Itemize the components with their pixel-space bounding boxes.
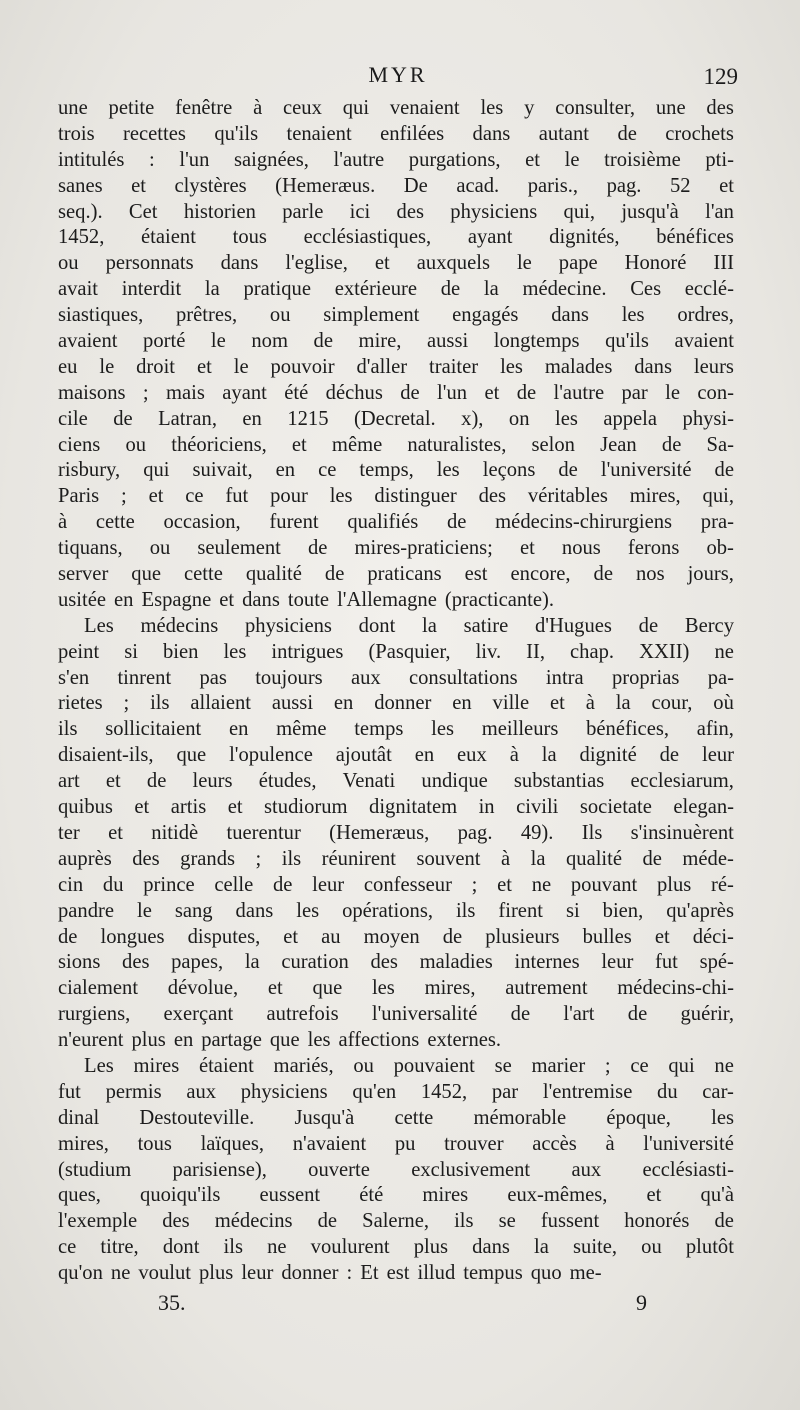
text-line: ils sollicitaient en même temps les meilleurs bénéfices, afin, <box>58 718 734 741</box>
page-number: 129 <box>703 64 738 89</box>
text-line: sions des papes, la curation des maladies internes leur fut spé- <box>58 951 734 974</box>
page-footer <box>58 1290 738 1320</box>
text-line: pandre le sang dans les opérations, ils firent si bien, qu'après <box>58 899 734 922</box>
text-line: rietes ; ils allaient aussi en donner en ville et à la cour, où <box>58 692 734 715</box>
text-line: rurgiens, exerçant autrefois l'universalité de l'art de guérir, <box>58 1003 734 1026</box>
text-line: quibus et artis et studiorum dignitatem in civili societate elegan- <box>58 796 734 819</box>
text-line: Les mires étaient mariés, ou pouvaient se marier ; ce qui ne <box>84 1054 734 1077</box>
text-line: cialement dévolue, et que les mires, autrement médecins-chi- <box>58 977 734 1000</box>
text-line: une petite fenêtre à ceux qui venaient les y consulter, une des <box>58 97 734 119</box>
text-line: auprès des grands ; ils réunirent souvent à la qualité de méde- <box>58 847 734 870</box>
text-line: (studium parisiense), ouverte exclusivement aux ecclésiasti- <box>58 1158 734 1181</box>
text-line: de longues disputes, et au moyen de plusieurs bulles et déci- <box>58 925 734 948</box>
text-line: usitée en Espagne et dans toute l'Allemagne (practicante). <box>58 588 555 611</box>
text-line: ter et nitidè tuerentur (Hemeræus, pag. 49). Ils s'insinuèrent <box>58 821 734 844</box>
text-line: ques, quoiqu'ils eussent été mires eux-mêmes, et qu'à <box>58 1184 734 1207</box>
signature-letter: 9 <box>636 1290 647 1315</box>
text-line: siastiques, prêtres, ou simplement engagés dans les ordres, <box>58 304 734 327</box>
text-line: ou personnats dans l'eglise, et auxquels le pape Honoré III <box>58 252 734 275</box>
text-line: peint si bien les intrigues (Pasquier, liv. II, chap. XXII) ne <box>58 640 734 663</box>
text-line: ce titre, dont ils ne voulurent plus dans la suite, ou plutôt <box>58 1236 734 1259</box>
text-line: eu le droit et le pouvoir d'aller traiter les malades dans leurs <box>58 355 734 378</box>
text-line: fut permis aux physiciens qu'en 1452, par l'entremise du car- <box>58 1080 734 1103</box>
text-line: seq.). Cet historien parle ici des physiciens qui, jusqu'à l'an <box>58 200 734 223</box>
text-line: Paris ; et ce fut pour les distinguer des véritables mires, qui, <box>58 485 734 508</box>
text-line: maisons ; mais ayant été déchus de l'un et de l'autre par le con- <box>58 381 734 404</box>
text-line: 1452, étaient tous ecclésiastiques, ayant dignités, bénéfices <box>58 226 734 249</box>
text-line: à cette occasion, furent qualifiés de médecins-chirurgiens pra- <box>58 511 734 534</box>
text-line: ciens ou théoriciens, et même naturalistes, selon Jean de Sa- <box>58 433 734 456</box>
text-line: art et de leurs études, Venati undique substantias ecclesiarum, <box>58 770 734 793</box>
page-header <box>58 62 738 94</box>
text-line: avaient porté le nom de mire, aussi longtemps qu'ils avaient <box>58 330 734 353</box>
text-line: qu'on ne voulut plus leur donner : Et est illud tempus quo me- <box>58 1262 602 1285</box>
text-line: disaient-ils, que l'opulence ajoutât en eux à la dignité de leur <box>58 744 734 767</box>
text-line: cin du prince celle de leur confesseur ; et ne pouvant plus ré- <box>58 873 734 896</box>
text-line: server que cette qualité de praticans est encore, de nos jours, <box>58 563 734 586</box>
text-line: n'eurent plus en partage que les affections externes. <box>58 1029 502 1052</box>
running-head: MYR <box>368 62 428 87</box>
text-line: mires, tous laïques, n'avaient pu trouver accès à l'université <box>58 1132 734 1155</box>
text-line: dinal Destouteville. Jusqu'à cette mémorable époque, les <box>58 1106 734 1129</box>
text-line: l'exemple des médecins de Salerne, ils se fussent honorés de <box>58 1210 734 1233</box>
text-line: cile de Latran, en 1215 (Decretal. x), on les appela physi- <box>58 407 734 430</box>
body-text <box>58 96 734 1287</box>
text-line: Les médecins physiciens dont la satire d'Hugues de Bercy <box>84 614 734 637</box>
text-line: s'en tinrent pas toujours aux consultations intra proprias pa- <box>58 666 734 689</box>
signature-mark: 35. <box>158 1290 186 1315</box>
text-line: avait interdit la pratique extérieure de la médecine. Ces ecclé- <box>58 278 734 301</box>
text-line: risbury, qui suivait, en ce temps, les leçons de l'université de <box>58 459 734 482</box>
text-line: sanes et clystères (Hemeræus. De acad. paris., pag. 52 et <box>58 174 734 197</box>
text-line: tiquans, ou seulement de mires-praticiens; et nous ferons ob- <box>58 537 734 560</box>
text-line: trois recettes qu'ils tenaient enfilées dans autant de crochets <box>58 122 734 145</box>
text-line: intitulés : l'un saignées, l'autre purgations, et le troisième pti- <box>58 148 734 171</box>
